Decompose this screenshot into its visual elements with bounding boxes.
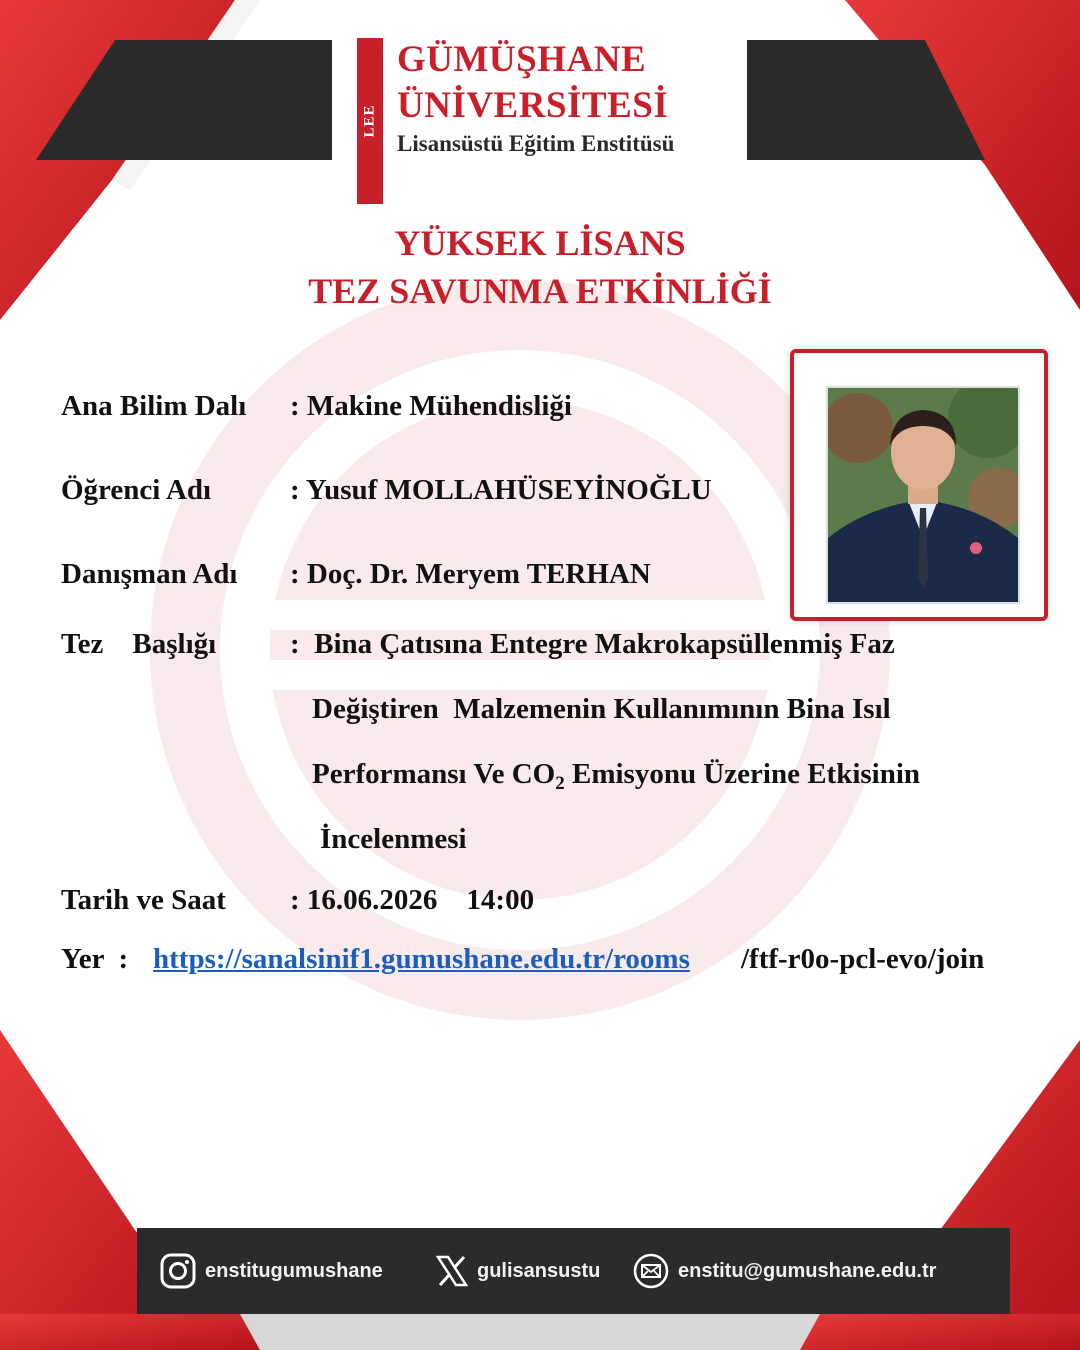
logo-institute-name: Lisansüstü Eğitim Enstitüsü <box>397 131 675 156</box>
date-label: Tarih ve Saat <box>61 884 226 916</box>
thesis-title-line1: : Bina Çatısına Entegre Makrokapsüllenmiş Faz <box>290 628 895 660</box>
title-line2: TEZ SAVUNMA ETKİNLİĞİ <box>308 271 772 311</box>
logo-university-name-line2: ÜNİVERSİTESİ <box>397 85 669 126</box>
footer-email[interactable] <box>632 1228 936 1314</box>
student-value: : Yusuf MOLLAHÜSEYİNOĞLU <box>290 474 712 506</box>
logo-vertical-bar <box>357 38 383 204</box>
student-photo-frame <box>790 349 1048 621</box>
footer-x[interactable] <box>435 1228 600 1314</box>
title-line1: YÜKSEK LİSANS <box>394 223 686 263</box>
date-value: : 16.06.2026 14:00 <box>290 884 535 916</box>
email-address: enstitu@gumushane.edu.tr <box>678 1259 937 1282</box>
advisor-value: : Doç. Dr. Meryem TERHAN <box>290 558 651 590</box>
footer-bar <box>137 1228 1010 1314</box>
student-label: Öğrenci Adı <box>61 474 212 506</box>
logo-university-name-line1: GÜMÜŞHANE <box>397 39 647 80</box>
department-label: Ana Bilim Dalı <box>61 390 247 422</box>
thesis-title-line2: Değiştiren Malzemenin Kullanımının Bina Isıl <box>312 693 891 725</box>
instagram-icon <box>159 1252 197 1290</box>
student-photo <box>826 386 1020 604</box>
mail-icon <box>632 1252 670 1290</box>
advisor-label: Danışman Adı <box>61 558 238 590</box>
thesis-title-line3-part2: Emisyonu Üzerine Etkisinin <box>564 758 921 790</box>
co2-subscript: 2 <box>555 773 565 794</box>
logo-bar-text: LEE <box>361 104 378 138</box>
department-value: : Makine Mühendisliği <box>290 390 572 422</box>
thesis-label: Tez Başlığı <box>61 628 217 660</box>
thesis-title-line3 <box>312 758 921 794</box>
instagram-handle: enstitugumushane <box>205 1259 383 1282</box>
footer-instagram[interactable] <box>159 1228 383 1314</box>
thesis-title-line4: İncelenmesi <box>320 823 467 855</box>
thesis-title-line3-part1: Performansı Ve CO <box>312 758 556 790</box>
place-link[interactable]: https://sanalsinif1.gumushane.edu.tr/rooms <box>153 943 690 975</box>
x-handle: gulisansustu <box>477 1259 601 1282</box>
place-label: Yer : <box>61 943 129 975</box>
x-icon <box>435 1254 469 1288</box>
place-link-rest: /ftf-r0o-pcl-evo/join <box>741 943 985 975</box>
